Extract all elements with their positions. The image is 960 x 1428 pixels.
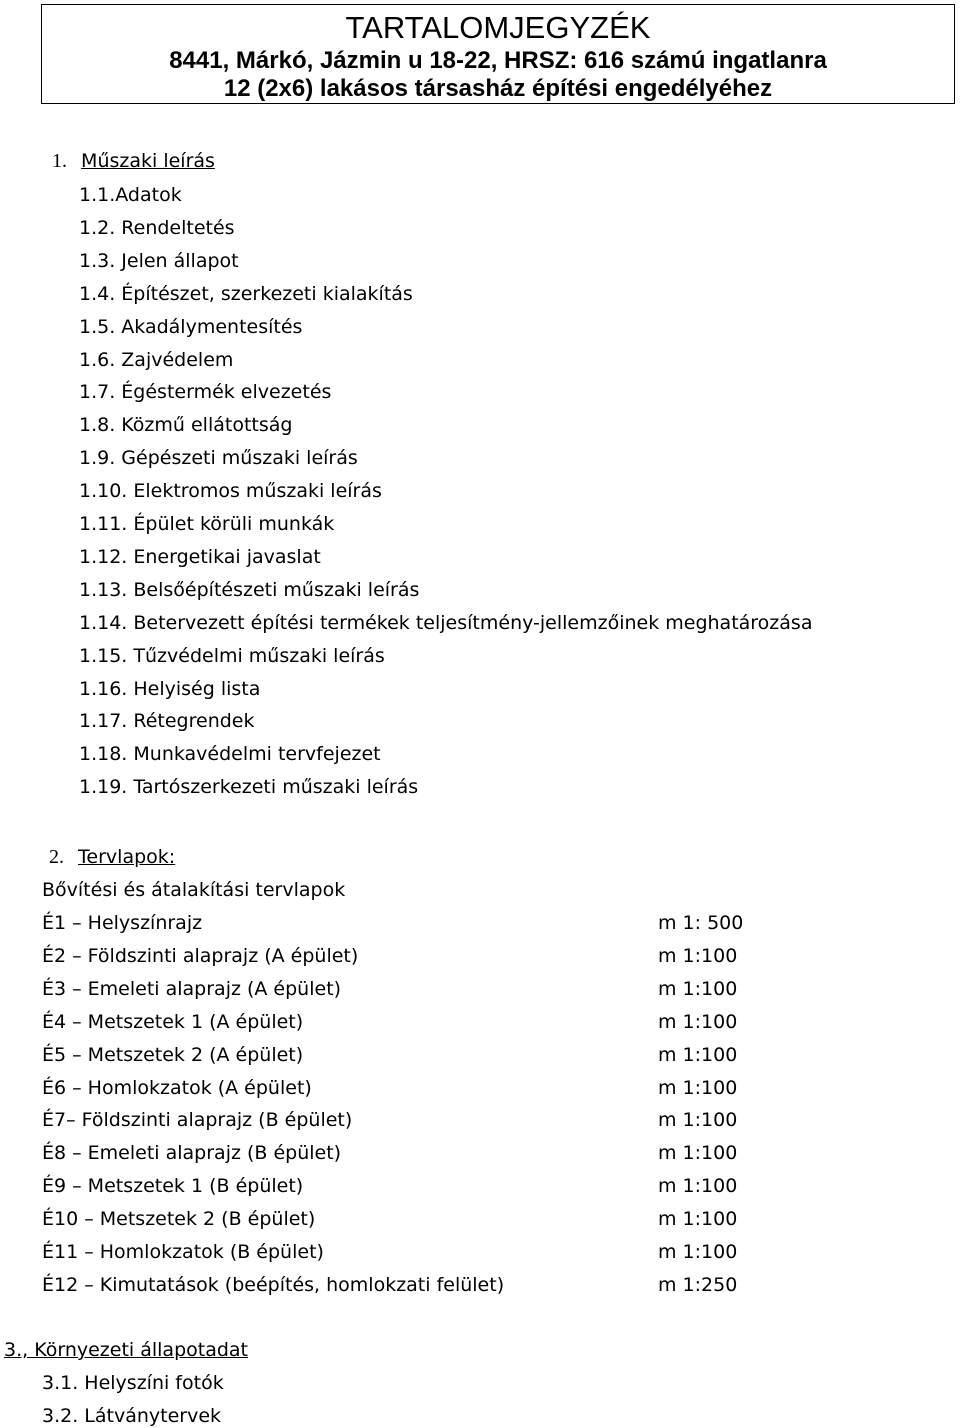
sheet-name: É7– Földszinti alaprajz (B épület): [42, 1109, 353, 1132]
title-box: [41, 4, 955, 104]
sheet-name: É10 – Metszetek 2 (B épület): [42, 1208, 316, 1231]
toc-item: 1.5. Akadálymentesítés: [79, 315, 303, 338]
toc-item: 1.3. Jelen állapot: [79, 249, 239, 272]
toc-item: 1.1.Adatok: [79, 184, 182, 206]
sheet-scale: m 1:100: [658, 1076, 738, 1099]
section-3-title: 3., Környezeti állapotadat: [4, 1339, 249, 1361]
sheet-name: É5 – Metszetek 2 (A épület): [42, 1043, 304, 1066]
toc-item: 1.16. Helyiség lista: [79, 677, 261, 700]
toc-item: 1.8. Közmű ellátottság: [79, 414, 293, 437]
toc-item: 1.9. Gépészeti műszaki leírás: [79, 447, 358, 470]
section-2-subtitle: Bővítési és átalakítási tervlapok: [42, 879, 346, 901]
sheet-scale: m 1:100: [658, 1010, 738, 1033]
toc-item: 1.7. Égéstermék elvezetés: [79, 381, 332, 404]
toc-item: 1.15. Tűzvédelmi műszaki leírás: [79, 644, 385, 667]
toc-item: 1.11. Épület körüli munkák: [79, 513, 335, 535]
toc-item: 1.4. Építészet, szerkezeti kialakítás: [79, 282, 413, 305]
toc-item: 1.13. Belsőépítészeti műszaki leírás: [79, 578, 420, 601]
toc-item: 1.6. Zajvédelem: [79, 348, 234, 371]
document-title: TARTALOMJEGYZÉK: [345, 10, 651, 45]
toc-item: 3.2. Látványtervek: [42, 1405, 222, 1427]
sheet-scale: m 1: 500: [658, 912, 744, 934]
toc-item: 1.18. Munkavédelmi tervfejezet: [79, 743, 381, 766]
section-2-title: Tervlapok:: [78, 846, 176, 868]
toc-item: 1.14. Betervezett építési termékek teljesítmény-jellemzőinek meghatározása: [79, 611, 813, 634]
toc-item: 3.1. Helyszíni fotók: [42, 1372, 224, 1394]
sheet-name: É2 – Földszinti alaprajz (A épület): [42, 944, 359, 967]
toc-item: 1.10. Elektromos műszaki leírás: [79, 480, 382, 503]
toc-item: 1.19. Tartószerkezeti műszaki leírás: [79, 776, 419, 799]
sheet-scale: m 1:100: [658, 1043, 738, 1066]
sheet-scale: m 1:100: [658, 1142, 738, 1165]
toc-item: 1.12. Energetikai javaslat: [79, 545, 321, 568]
sheet-name: É4 – Metszetek 1 (A épület): [42, 1010, 304, 1033]
section-1-title: Műszaki leírás: [81, 150, 215, 172]
sheet-name: É11 – Homlokzatok (B épület): [42, 1241, 324, 1263]
section-2-number: 2.: [49, 846, 64, 868]
sheet-name: É1 – Helyszínrajz: [42, 912, 203, 934]
sheet-scale: m 1:250: [658, 1273, 738, 1296]
toc-item: 1.2. Rendeltetés: [79, 216, 235, 239]
sheet-name: É9 – Metszetek 1 (B épület): [42, 1175, 304, 1198]
sheet-name: É6 – Homlokzatok (A épület): [42, 1076, 312, 1099]
section-2-heading: [49, 845, 175, 869]
sheet-name: É8 – Emeleti alaprajz (B épület): [42, 1142, 342, 1165]
sheet-scale: m 1:100: [658, 1208, 738, 1231]
section-1-number: 1.: [52, 150, 67, 172]
section-1-heading: [52, 149, 215, 173]
sheet-scale: m 1:100: [658, 1109, 738, 1132]
sheet-name: É12 – Kimutatások (beépítés, homlokzati felület): [42, 1273, 505, 1296]
toc-item: 1.17. Rétegrendek: [79, 710, 255, 733]
sheet-scale: m 1:100: [658, 1175, 738, 1198]
document-subtitle-purpose: 12 (2x6) lakásos társasház építési engedélyéhez: [223, 75, 773, 102]
sheet-name: É3 – Emeleti alaprajz (A épület): [42, 977, 342, 1000]
sheet-scale: m 1:100: [658, 1241, 738, 1263]
sheet-scale: m 1:100: [658, 944, 738, 967]
sheet-scale: m 1:100: [658, 977, 738, 1000]
document-subtitle-address: 8441, Márkó, Jázmin u 18-22, HRSZ: 616 számú ingatlanra: [169, 47, 827, 74]
